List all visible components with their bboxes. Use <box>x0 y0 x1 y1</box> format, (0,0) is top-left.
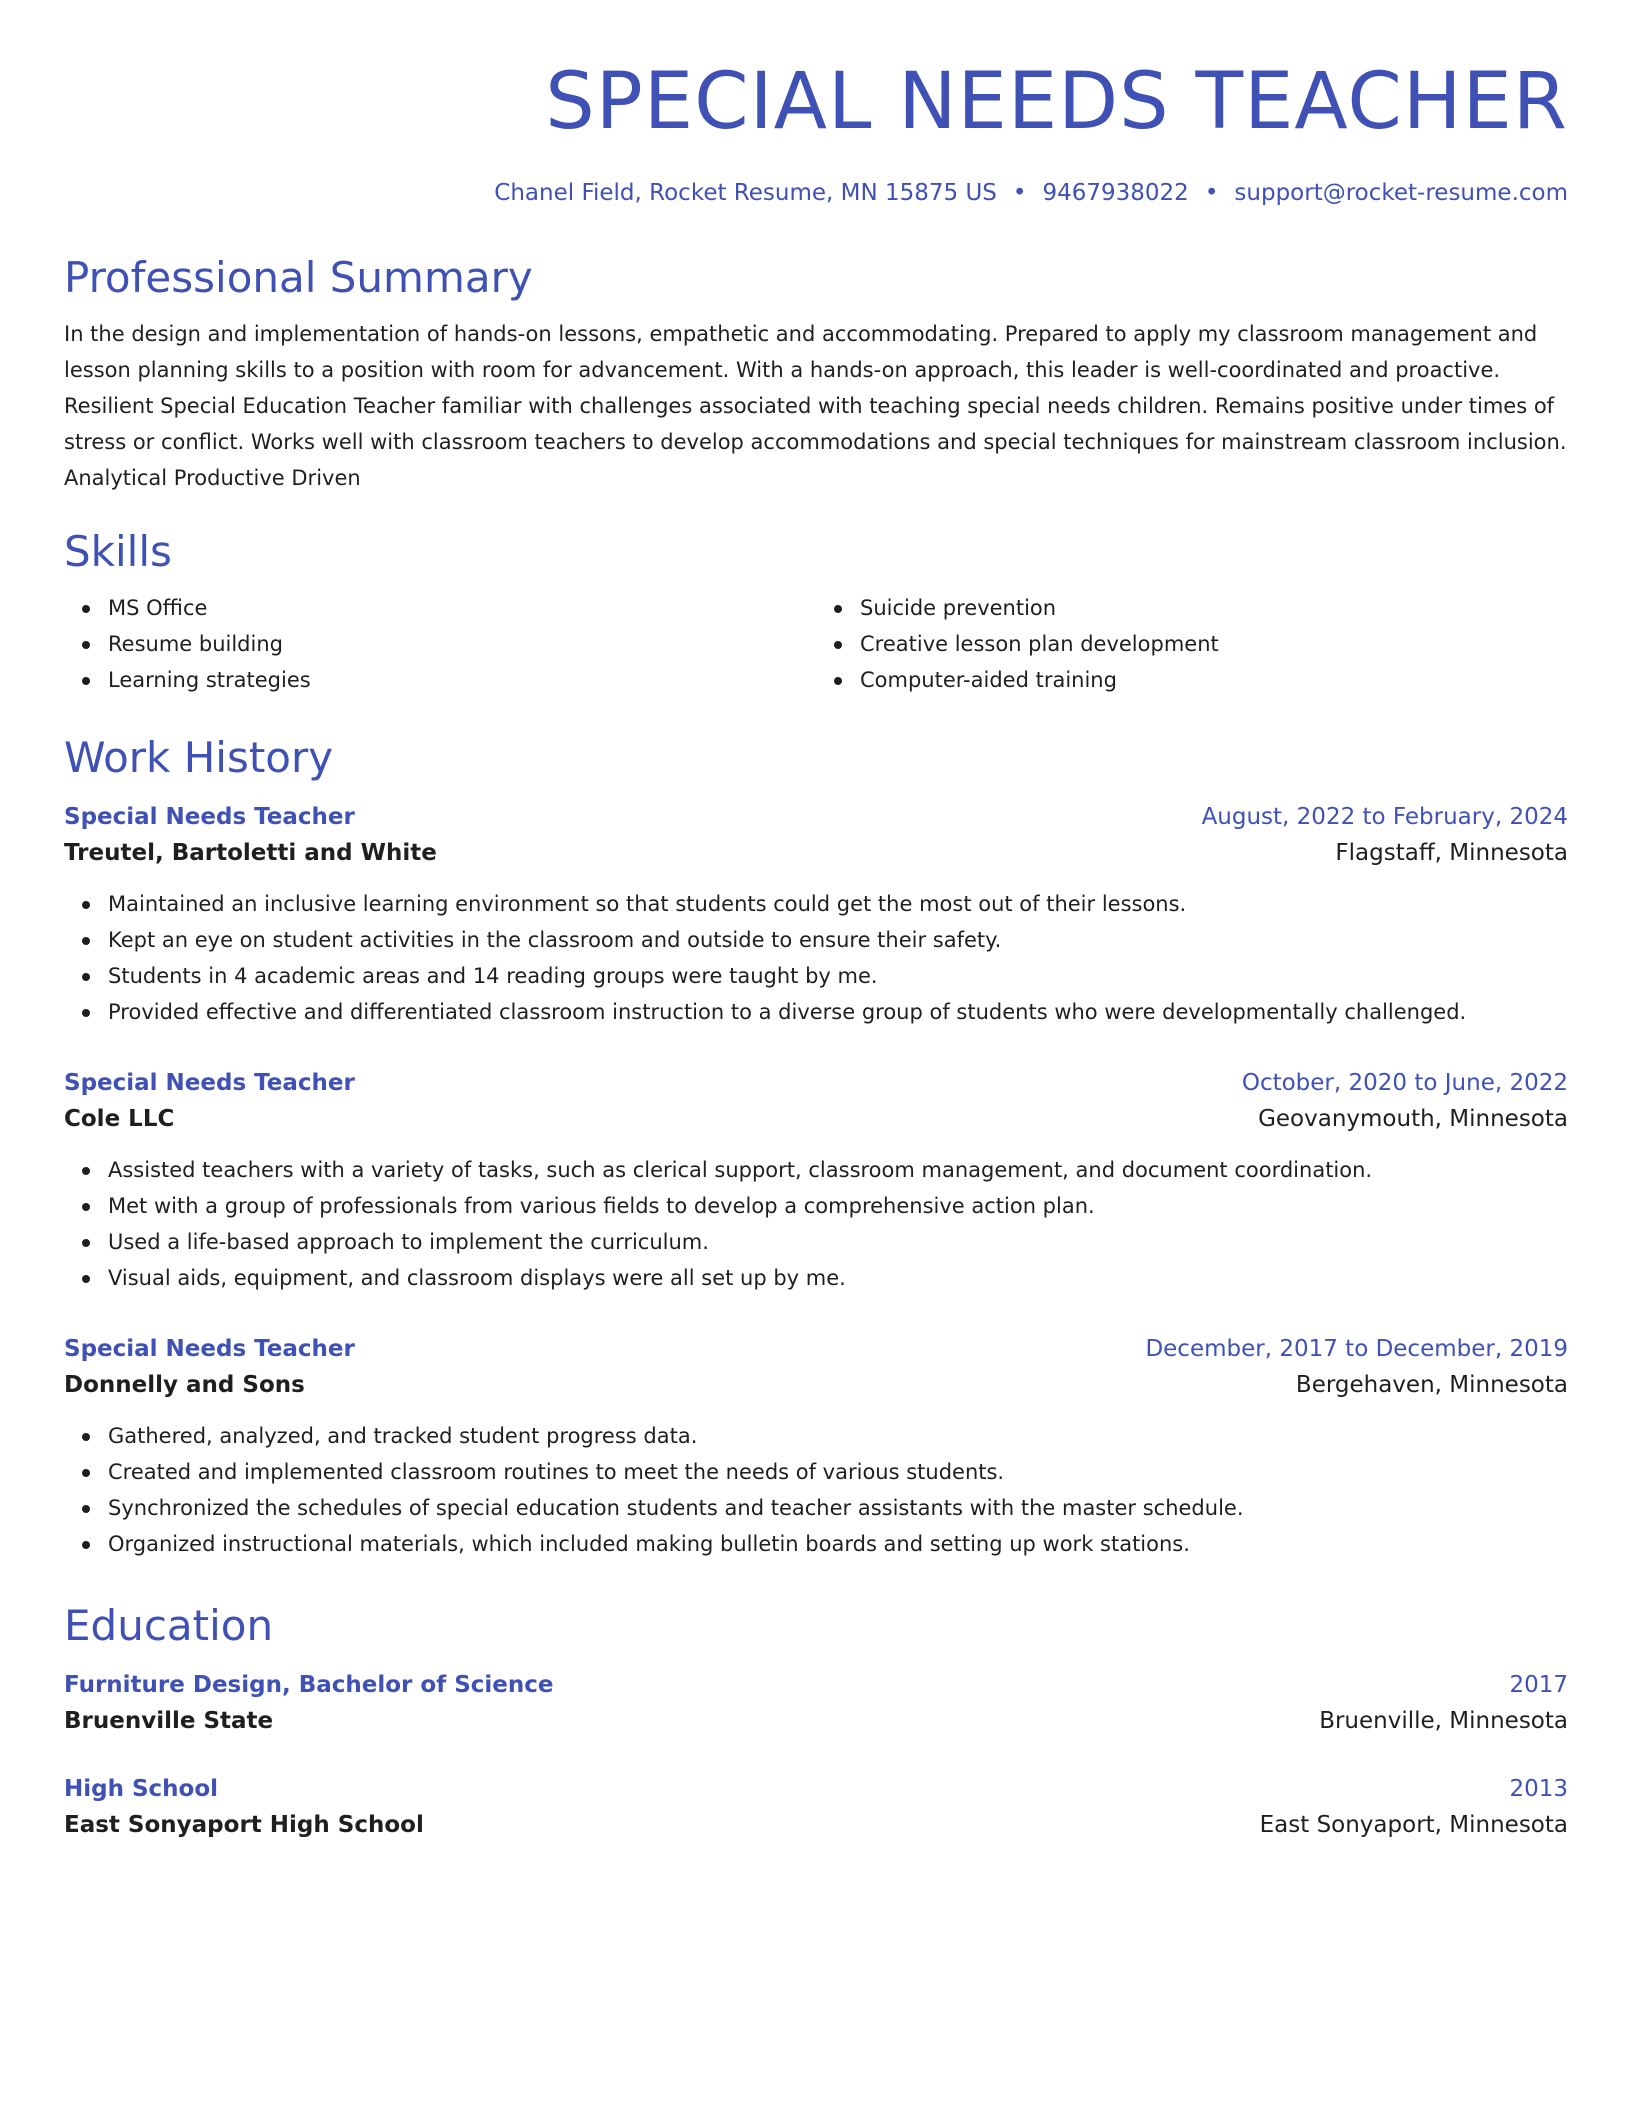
education-entry <box>64 1668 1568 1740</box>
skill-item: Resume building <box>108 626 816 662</box>
skill-item: Creative lesson plan development <box>860 626 1568 662</box>
job-employer: Donnelly and Sons <box>64 1372 305 1398</box>
education-school-row <box>64 1806 1568 1844</box>
job-duty: Used a life-based approach to implement the curriculum. <box>108 1224 1568 1260</box>
job-dates: August, 2022 to February, 2024 <box>1201 804 1568 830</box>
education-entry <box>64 1772 1568 1844</box>
job-role: Special Needs Teacher <box>64 1336 355 1362</box>
job-duty: Gathered, analyzed, and tracked student progress data. <box>108 1418 1568 1454</box>
job-org-row <box>64 1100 1568 1138</box>
education-header-row <box>64 1772 1568 1806</box>
education-section <box>64 1600 1568 1844</box>
contact-email: support@rocket-resume.com <box>1234 180 1568 206</box>
skills-column-left <box>64 590 816 698</box>
education-school: East Sonyaport High School <box>64 1812 424 1838</box>
job-location: Flagstaff, Minnesota <box>1335 840 1568 866</box>
education-school-row <box>64 1702 1568 1740</box>
job-role: Special Needs Teacher <box>64 1070 355 1096</box>
summary-heading: Professional Summary <box>64 253 533 302</box>
job-duties <box>64 1152 1568 1296</box>
summary-text: In the design and implementation of hands-on lessons, empathetic and accommodating. Prepared to apply my classroom management and lesson planning skills to a position with room for advancement. With a hands-on approach, this leader is well-coordinated and proactive. Resilient Special Education Teacher familiar with challenges associated with teaching special needs children. Remains positive under times of stress or conflict. Works well with classroom teachers to develop accommodations and special techniques for mainstream classroom inclusion. Analytical Productive Driven <box>64 322 1567 490</box>
job-duties <box>64 1418 1568 1562</box>
job-duty: Created and implemented classroom routines to meet the needs of various students. <box>108 1454 1568 1490</box>
job-org-row <box>64 1366 1568 1404</box>
job-duty: Students in 4 academic areas and 14 reading groups were taught by me. <box>108 958 1568 994</box>
skills-column-right <box>816 590 1568 698</box>
education-school: Bruenville State <box>64 1708 274 1734</box>
skill-item: Suicide prevention <box>860 590 1568 626</box>
job-duty: Organized instructional materials, which included making bulletin boards and setting up work stations. <box>108 1526 1568 1562</box>
job-location: Bergehaven, Minnesota <box>1295 1372 1568 1398</box>
education-heading: Education <box>64 1601 274 1650</box>
job-duty: Assisted teachers with a variety of tasks, such as clerical support, classroom management, and document coordination. <box>108 1152 1568 1188</box>
separator-dot: • <box>1012 180 1027 206</box>
education-year: 2013 <box>1509 1776 1568 1802</box>
job-location: Geovanymouth, Minnesota <box>1258 1106 1568 1132</box>
job-dates: October, 2020 to June, 2022 <box>1241 1070 1568 1096</box>
education-location: Bruenville, Minnesota <box>1319 1708 1568 1734</box>
skills-list-right <box>816 590 1568 698</box>
job-duty: Visual aids, equipment, and classroom displays were all set up by me. <box>108 1260 1568 1296</box>
contact-line <box>64 178 1568 208</box>
job-duty: Synchronized the schedules of special education students and teacher assistants with the master schedule. <box>108 1490 1568 1526</box>
skills-section <box>64 526 1568 698</box>
education-degree: Furniture Design, Bachelor of Science <box>64 1672 554 1698</box>
skills-list-left <box>64 590 816 698</box>
education-location: East Sonyaport, Minnesota <box>1259 1812 1568 1838</box>
education-year: 2017 <box>1509 1672 1568 1698</box>
job-entry <box>64 800 1568 1030</box>
job-duty: Provided effective and differentiated classroom instruction to a diverse group of students who were developmentally challenged. <box>108 994 1568 1030</box>
job-entry <box>64 1332 1568 1562</box>
job-dates: December, 2017 to December, 2019 <box>1145 1336 1568 1362</box>
work-history-heading: Work History <box>64 733 334 782</box>
skill-item: Computer-aided training <box>860 662 1568 698</box>
job-duty: Kept an eye on student activities in the classroom and outside to ensure their safety. <box>108 922 1568 958</box>
job-employer: Cole LLC <box>64 1106 175 1132</box>
skills-grid <box>64 590 1568 698</box>
resume-title: SPECIAL NEEDS TEACHER <box>545 57 1568 147</box>
skill-item: Learning strategies <box>108 662 816 698</box>
education-header-row <box>64 1668 1568 1702</box>
work-history-section <box>64 732 1568 1562</box>
summary-section <box>64 252 1568 496</box>
job-duty: Met with a group of professionals from various fields to develop a comprehensive action plan. <box>108 1188 1568 1224</box>
job-entry <box>64 1066 1568 1296</box>
job-employer: Treutel, Bartoletti and White <box>64 840 437 866</box>
skill-item: MS Office <box>108 590 816 626</box>
skills-heading: Skills <box>64 527 172 576</box>
job-role: Special Needs Teacher <box>64 804 355 830</box>
job-header-row <box>64 1332 1568 1366</box>
education-degree: High School <box>64 1776 219 1802</box>
job-duty: Maintained an inclusive learning environment so that students could get the most out of their lessons. <box>108 886 1568 922</box>
contact-address: Chanel Field, Rocket Resume, MN 15875 US <box>494 180 997 206</box>
job-header-row <box>64 800 1568 834</box>
job-duties <box>64 886 1568 1030</box>
separator-dot: • <box>1204 180 1219 206</box>
job-header-row <box>64 1066 1568 1100</box>
job-org-row <box>64 834 1568 872</box>
contact-phone: 9467938022 <box>1042 180 1189 206</box>
